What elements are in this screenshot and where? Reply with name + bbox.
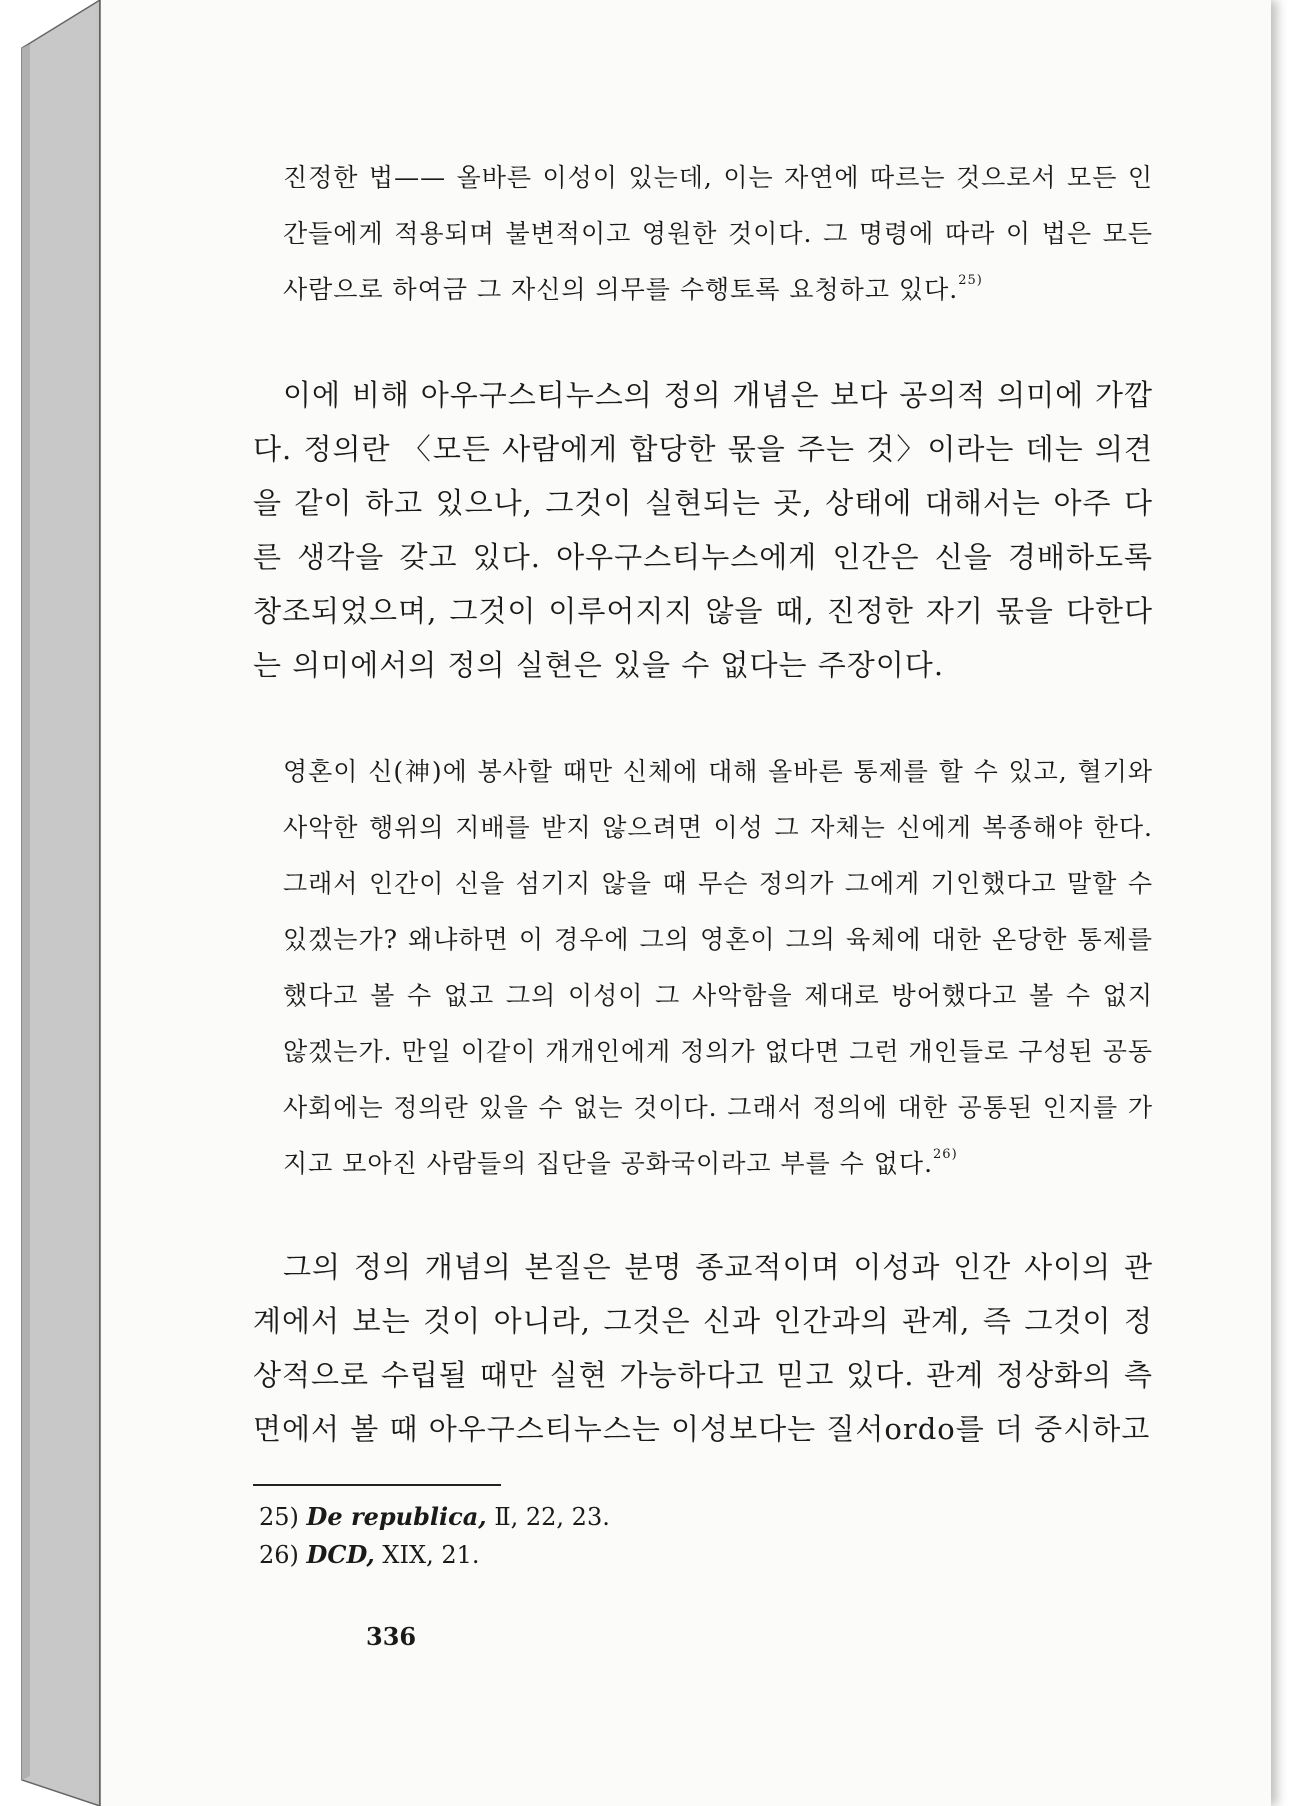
footnote-number: 26) xyxy=(259,1541,299,1569)
paragraph-2-text: 그의 정의 개념의 본질은 분명 종교적이며 이성과 인간 사이의 관계에서 보는 것이 아니라, 그것은 신과 인간과의 관계, 즉 그것이 정상적으로 수립될 때만 실현 가능하다고 믿고 있다. 관계 정상화의 측면에서 볼 때 아우구스티누스는 이성보다는 질서ordo를 더 중시하고 xyxy=(253,1250,1153,1446)
footnote-number: 25) xyxy=(259,1503,299,1531)
page-content xyxy=(253,150,1153,1574)
page-number: 336 xyxy=(366,1622,417,1651)
block-quote-2 xyxy=(253,744,1153,1192)
paragraph-1-text: 이에 비해 아우구스티누스의 정의 개념은 보다 공의적 의미에 가깝다. 정의란 〈모든 사람에게 합당한 몫을 주는 것〉이라는 데는 의견을 같이 하고 있으나, 그것이 실현되는 곳, 상태에 대해서는 아주 다른 생각을 갖고 있다. 아우구스티누스에게 인간은 신을 경배하도록 창조되었으며, 그것이 이루어지지 않을 때, 진정한 자기 몫을 다한다는 의미에서의 정의 실현은 있을 수 없다는 주장이다. xyxy=(253,378,1153,682)
footnote-source: De republica, xyxy=(306,1502,487,1531)
footnote-ref-25: 25) xyxy=(958,273,983,288)
paragraph-2 xyxy=(253,1240,1153,1456)
block-quote-1 xyxy=(253,150,1153,318)
footnote-location: XIX, 21. xyxy=(382,1541,480,1569)
footnote-26 xyxy=(253,1536,1153,1574)
quote-1-text: 진정한 법—— 올바른 이성이 있는데, 이는 자연에 따르는 것으로서 모든 인간들에게 적용되며 불변적이고 영원한 것이다. 그 명령에 따라 이 법은 모든 사람으로 하여금 그 자신의 의무를 수행토록 요청하고 있다. xyxy=(283,163,1153,304)
footnote-divider xyxy=(253,1484,501,1486)
paragraph-1 xyxy=(253,368,1153,692)
book-page xyxy=(100,0,1271,1806)
footnote-location: Ⅱ, 22, 23. xyxy=(494,1503,610,1531)
footnote-25 xyxy=(253,1498,1153,1536)
quote-2-text: 영혼이 신(神)에 봉사할 때만 신체에 대해 올바른 통제를 할 수 있고, 혈기와 사악한 행위의 지배를 받지 않으려면 이성 그 자체는 신에게 복종해야 한다. 그래서 인간이 신을 섬기지 않을 때 무슨 정의가 그에게 기인했다고 말할 수 있겠는가? 왜냐하면 이 경우에 그의 영혼이 그의 육체에 대한 온당한 통제를 했다고 볼 수 없고 그의 이성이 그 사악함을 제대로 방어했다고 볼 수 없지 않겠는가. 만일 이같이 개개인에게 정의가 없다면 그런 개인들로 구성된 공동사회에는 정의란 있을 수 없는 것이다. 그래서 정의에 대한 공통된 인지를 가지고 모아진 사람들의 집단을 공화국이라고 부를 수 없다. xyxy=(283,757,1153,1178)
footnote-source: DCD, xyxy=(306,1540,375,1569)
footnote-ref-26: 26) xyxy=(933,1147,958,1162)
